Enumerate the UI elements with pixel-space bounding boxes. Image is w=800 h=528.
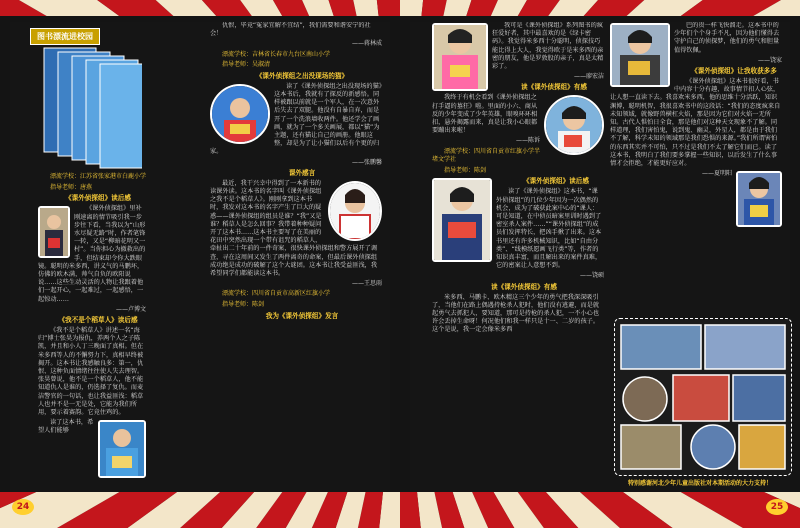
student-photo: [432, 178, 492, 262]
left-column-1: [38, 22, 146, 492]
article-author: ——张鹏馨: [351, 158, 382, 166]
photo-collage: [614, 318, 792, 476]
article-title: 读《课外侦探组》有感: [491, 282, 557, 291]
article-author: ——饶硕: [579, 272, 604, 280]
article-author: ——饶家: [757, 56, 782, 64]
article-body: 巴的贵一样飞快溜走。这本书中的少年们个个身手不凡，因为他们懂得去守护自己的侦探梦，他们的勇气和胆量值得钦佩。: [674, 22, 780, 54]
article-body: 最近，我干兴幸中得到了一本新书的读课外读。这本书的名字叫《课外侦探组之我不是个稻草人》。刚刚拿到这本书时，我发对这本书的名字产生了巨大的疑惑——课外侦探组的组员是谁？“我”又是谁？稻草人是怎么回事？我带着种种疑问开了这本书……这本书主要写了在美丽的花田中突然出现一个带有诅咒的稻草人，牵扯出二十年前的一件奇案，很快课外侦探组和警方展开了调查，寻在这周间又发生了两件离奇的命案，但最后课外侦探组成功绝是成功的破解了这个大谜团。这本书让我受益匪浅，我希望同学们都能读这本书。: [210, 179, 378, 278]
left-page: [10, 22, 390, 492]
article-title: 读《课外侦探组》有感: [521, 83, 587, 92]
article-author: ——蒋林成: [351, 40, 382, 48]
thanks-banner: 特别感谢河北少年儿童出版社对本期活动的大力支持！: [627, 480, 772, 487]
page-number-left: 24: [12, 499, 34, 515]
classroom-photos: [615, 319, 791, 475]
article-body: 我可是《课外侦探组》系列图书的疯狂爱好者，其中最喜欢的是《绿卡密码》。我觉得米多西十分聪明，侦探技巧能比得上大人，我觉得欧于是米多西的亲密的朋友，他是罗敦股的亲子，真是太精彩了。: [492, 22, 604, 71]
article-author: ——陈诉: [515, 137, 540, 145]
school-label: 漂流学校：四川省自贡市红旗小学半堵文学社: [432, 147, 541, 164]
article-author: ——廖宏洁: [573, 73, 604, 81]
article-title: 《课外侦探组》让我收获多多: [691, 67, 777, 76]
teacher-label: 指导老师：陈剑: [222, 301, 265, 309]
student-photo: [432, 23, 488, 91]
student-photo: [328, 181, 382, 241]
book-stack-image: [38, 40, 142, 170]
right-column-1: [432, 22, 604, 492]
article-body: 《我不是个稻草人》讲述一名“海归”博士张昊为报仇，养两个人之子陈凯，并且和小人丁三晚面了真相。但在米多西等人的不懈努力下，真相早终被揭开。这本书让我感触良多：第一，仇恨、这种负面情绪往往使人失去理智。张昊曾说，他不是一个稻草人，他不能知道仇人是谁的，仍选择了复仇。而麦洁警官的一句话，也让我益匪浅：稻草人也并不是一无是处，它能为我们所用，要示着赛韵。它竟住鸡的。: [38, 327, 144, 417]
school-label: 漂流学校：吉林省长春市九台区南山小学: [222, 50, 331, 58]
section-title: 图书漂流进校园: [30, 28, 100, 45]
article-body: 《课外侦探组》里补刚速离的情节吸引我一步步往下看，当我以为“山形水尽疑无路”时，作者笔锋一转，又是“柳暗花明又一村”。当你担心为撤救出的手，但结束却令你大跌眼镜。聪明的米多西，讲义气的马鹏坏，仿佛的欧木满，帅气自负的欧阳说说……这些生动灵活的人物让我跟着他们一起开心，一起难过，一起感悟，一起惊动……: [38, 205, 146, 303]
article-author: ——卢博文: [115, 305, 146, 313]
article-title: 《课外侦探组》读后感: [523, 177, 589, 186]
article-body: 我终于有机会看到《课外侦探组之打手逼的墓狂》啦。里面的小六、商从反的少年变成了少年英雄，眼嗅环环相扣，悬外揭露而来，真是让我小心眼都要蹦出来啦！: [432, 94, 538, 135]
student-photo: [38, 206, 70, 258]
teacher-label: 指导老师：陈剑: [444, 166, 487, 174]
student-photo: [98, 420, 146, 478]
school-label: 漂流学校：四川省自贡市高新区红旗小学: [222, 290, 331, 298]
article-body: 读了这本书，希望人们能够: [38, 419, 94, 435]
article-title: 《课外侦探组》读后感: [65, 194, 131, 203]
article-body: 仇恨，毕竟“冤家宜解不宜结”，我们需要和谐安宁的社会！: [210, 22, 371, 38]
student-photo: [610, 23, 670, 87]
article-body: 读了《课外侦探组之出没现场的猫》这本书后，我就有了探反的新感悟。同样被跟以前就是一个军人，在一次意外后失去了双腿。他没有自暴自弃，而是开了一个洗浪墙收两件。他还学会了画画，就为了一个多关画展，都以“猫”为主题，还有猫让自己的画册。他眼这整，却是为了让小猫们以后有个更的归家。: [210, 82, 382, 156]
teacher-label: 指导老师：唐燕: [50, 183, 93, 191]
teacher-label: 指导老师：吴淑清: [222, 61, 271, 69]
article-title: 我为《课外侦探组》发言: [265, 311, 339, 320]
article-body: 米多西、马鹏卡、欧木精这三个少年的勇气把我深深吸引了，当他们在路上偶遇持枪杀人犯时，他们没有逃避，而是就起勇气去抓犯人，要知道，那可是持枪的杀人犯，一不小心也许会丢掉生命呀！何况他们和我一样只是十一、二岁的孩子。这个是说，我一定会像米多西: [432, 293, 600, 334]
school-label: 漂流学校：江苏省张家港市白鹿小学: [50, 173, 146, 181]
article-body: 读了《课外侦探组》这本书，“课外侦探组”的几位少年因为一次偶然的机会，成为了破获此案中心的“课人：可是知道，在中侦员暗案里训时遇到了密室杀人案件……”“课外侦探组”的成员们发挥特长，把凶手揪了出来。这本书里还有许多机械知识，比如“自由分类”、“线模纸愿画飞行类”等，作者的知识真丰富，而且解出来的案件真难，它的密案让人意想不到。: [496, 188, 602, 270]
student-photo: [544, 95, 604, 155]
right-column-2: [610, 22, 782, 312]
page-number-right: 25: [766, 499, 788, 515]
article-author: ——王思雨: [351, 280, 382, 288]
article-title: 《课外侦探组之出没现场的猫》: [255, 71, 349, 80]
article-title: 课外感言: [288, 168, 316, 177]
student-photo: [210, 84, 270, 144]
left-column-2: [210, 22, 382, 492]
student-photo: [736, 171, 782, 227]
article-body: 《课外侦探组》这本书很好看，书中内容十分有趣，故事情节扣人心弦，让人想一直读下去。我喜欢米多西，他的思维十分活跃，知识渊博，聪明机智，我很喜欢书中的这段话：“我们的态度疯来自未知领域，就像野兽横杠火焰，那是因为它们对火焰一无所知。古代人惧怕日全食，那是他们对这种天文现象不了解。同样道理，我们害怕鬼，说到鬼、幽灵，外星人，都是由于我们不了解，科学未知的领域那是我们恐惧的来源。”我们所谓害怕的东西其实并不可怕，只不过是我们不太了解它们而已。读了这本书，我明白了我们要多掌握一些知识，以后发生了什么事情才会拒绝，才能更好应对。: [610, 78, 781, 168]
article-author: ——夏明阳: [701, 170, 732, 178]
book-cover: [100, 64, 142, 168]
article-title: 《我不是个稻草人》读后感: [58, 316, 138, 325]
